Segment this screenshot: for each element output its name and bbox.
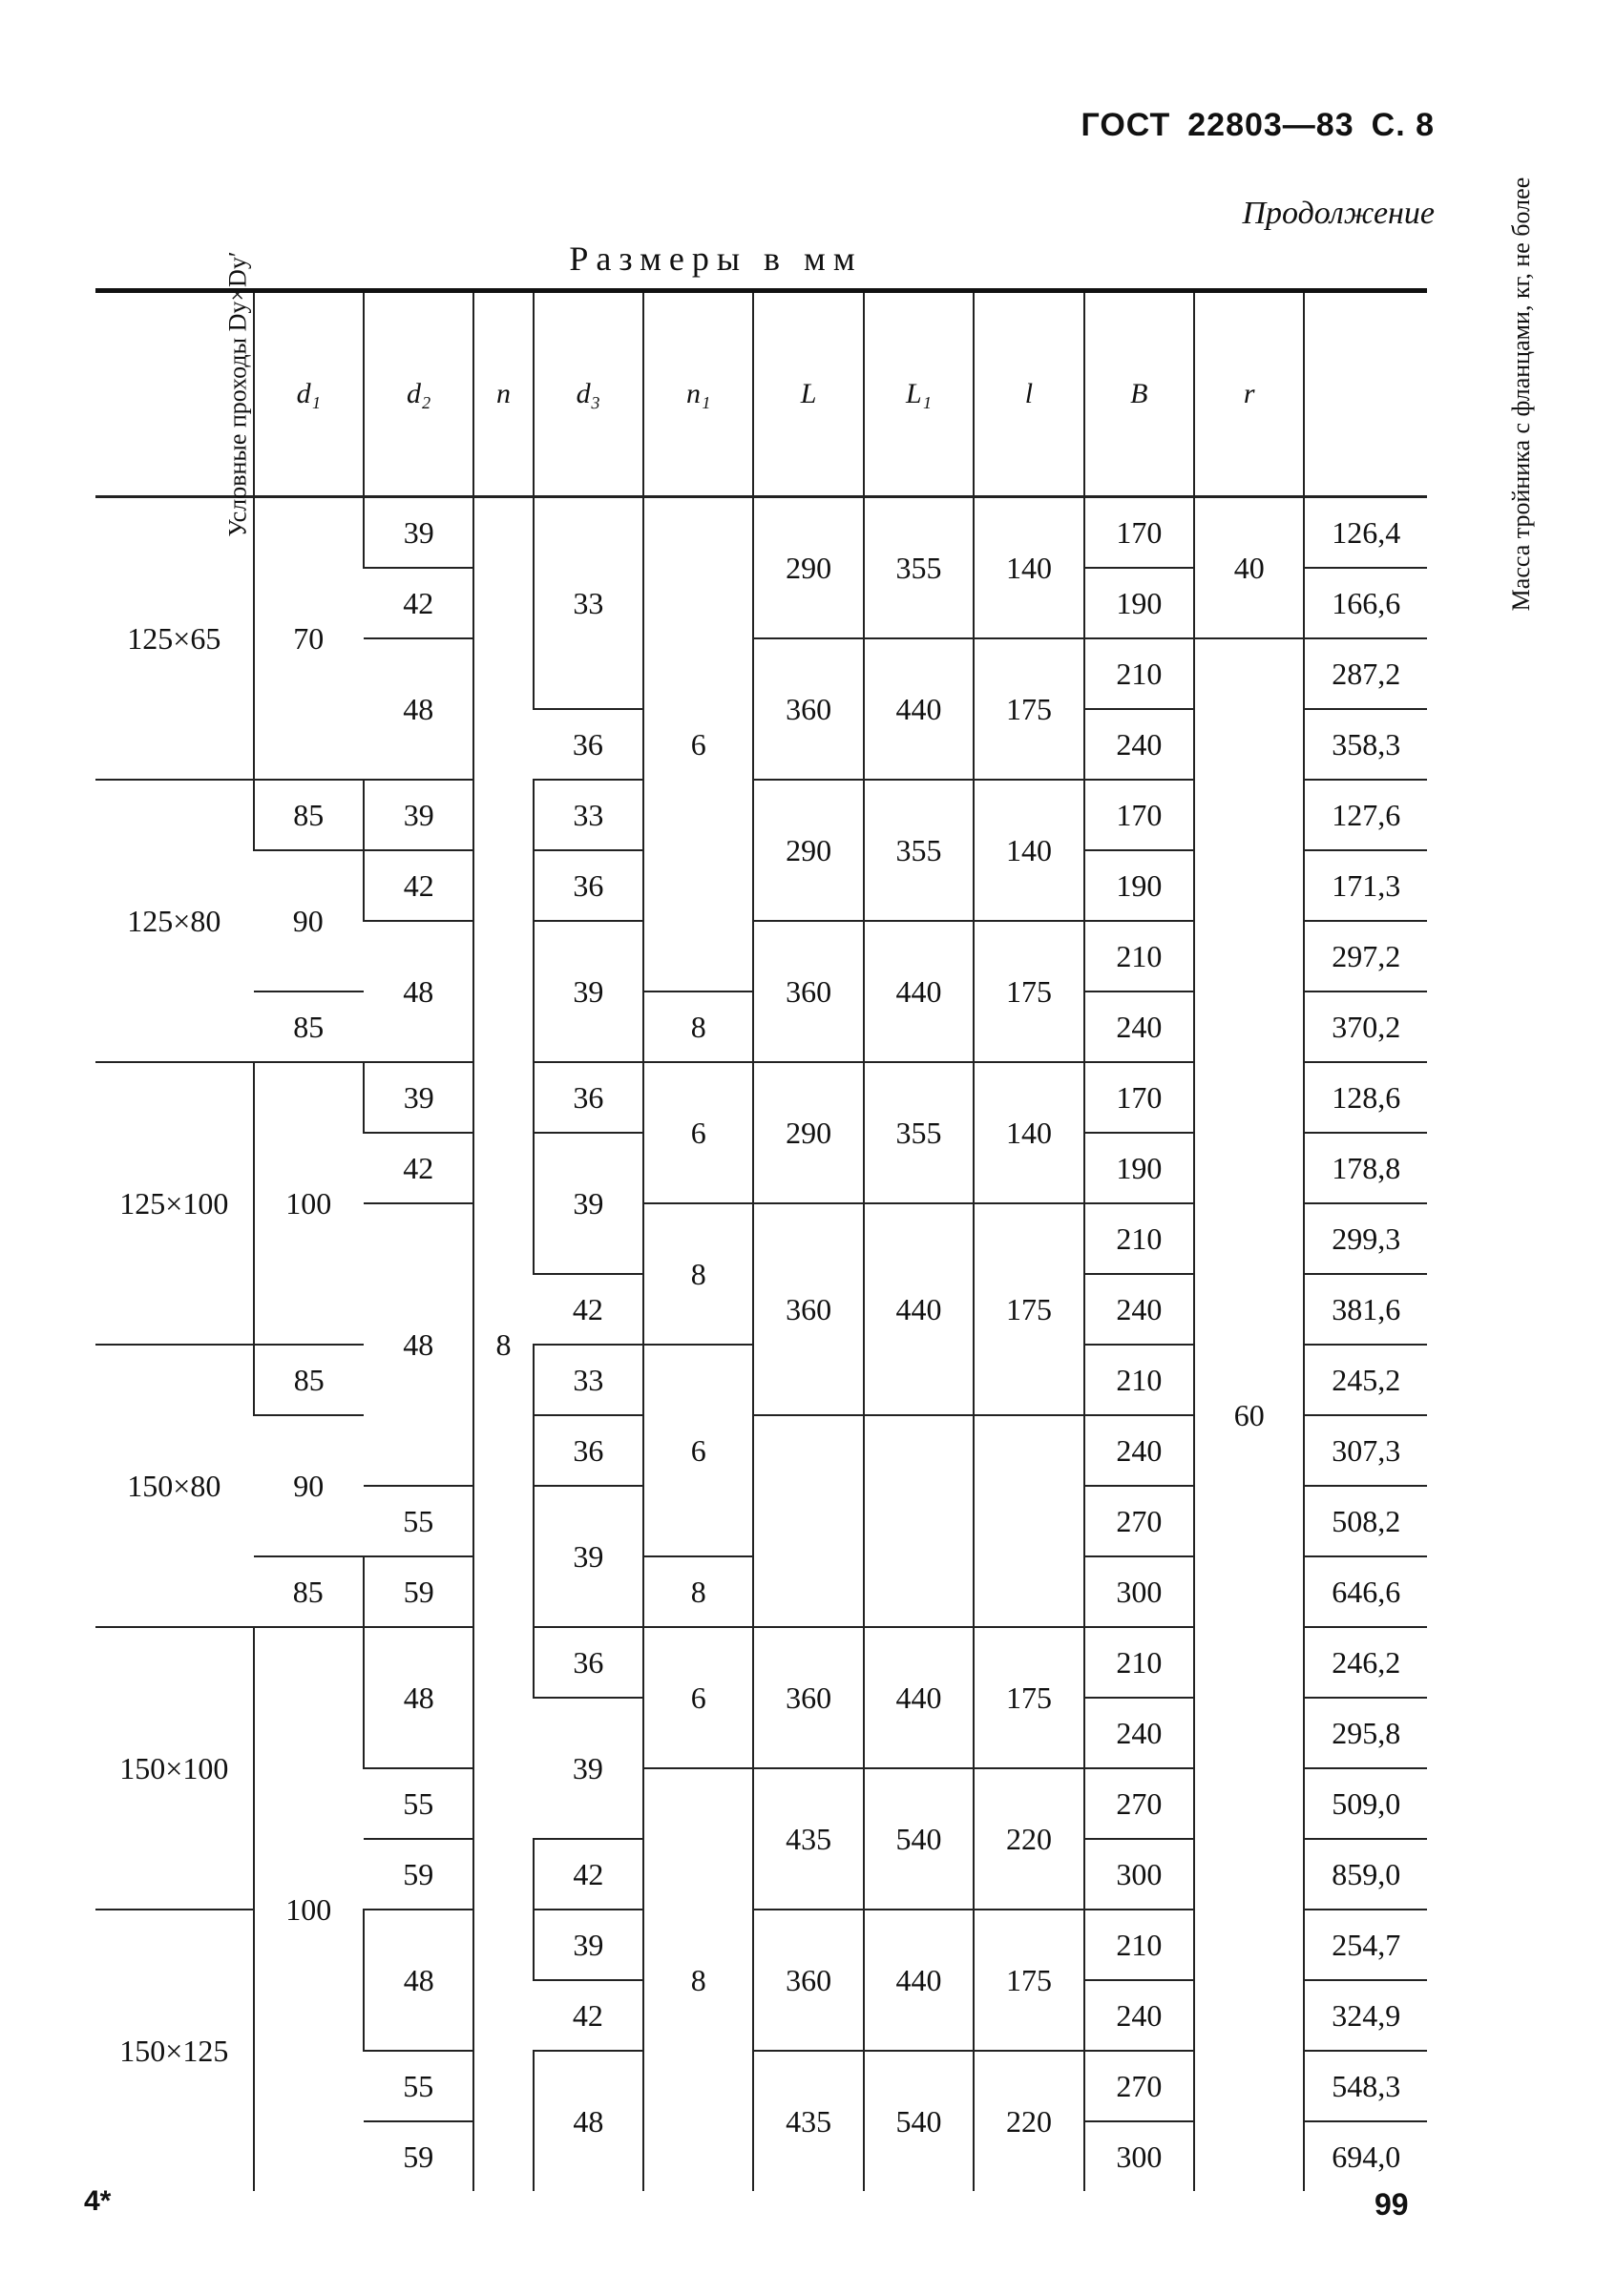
cell-b: 240 <box>1084 709 1194 780</box>
col-header-d3: d₃ <box>534 293 643 497</box>
col-header-B: B <box>1084 293 1194 497</box>
cell-l <box>753 1415 863 1627</box>
cell-d3: 48 <box>534 2051 643 2191</box>
cell-d1: 70 <box>254 497 364 781</box>
cell-d3: 39 <box>534 1698 643 1839</box>
cell-l: 140 <box>974 497 1083 639</box>
cell-mass: 171,3 <box>1304 850 1427 921</box>
cell-mass: 859,0 <box>1304 1839 1427 1910</box>
cell-d2: 48 <box>364 1910 473 2051</box>
cell-d3: 39 <box>534 1486 643 1627</box>
table-header-row <box>95 293 1427 497</box>
col-header-l: l <box>974 293 1083 497</box>
col-header-n1: n₁ <box>643 293 753 497</box>
cell-n1: 6 <box>643 1062 753 1203</box>
cell-r: 40 <box>1194 497 1304 639</box>
cell-l: 175 <box>974 1627 1083 1768</box>
cell-d2: 48 <box>364 1203 473 1486</box>
cell-d2: 59 <box>364 1839 473 1910</box>
cell-b: 270 <box>1084 2051 1194 2121</box>
cell-d3: 33 <box>534 780 643 850</box>
cell-mass: 358,3 <box>1304 709 1427 780</box>
cell-r: 60 <box>1194 638 1304 2191</box>
header-page: С. 8 <box>1371 107 1435 143</box>
cell-d1: 85 <box>254 1345 364 1415</box>
cell-d3: 42 <box>534 1274 643 1345</box>
cell-dy: 125×80 <box>95 780 254 1062</box>
cell-b: 170 <box>1084 780 1194 850</box>
cell-d3: 39 <box>534 1910 643 1980</box>
cell-d2: 48 <box>364 921 473 1062</box>
cell-l: 360 <box>753 1910 863 2051</box>
cell-mass: 297,2 <box>1304 921 1427 991</box>
cell-l1: 440 <box>864 1910 974 2051</box>
cell-mass: 381,6 <box>1304 1274 1427 1345</box>
cell-d1: 100 <box>254 1627 364 2191</box>
cell-d1: 90 <box>254 1415 364 1556</box>
cell-l1: 440 <box>864 1627 974 1768</box>
col-header-r: r <box>1194 293 1304 497</box>
cell-b: 210 <box>1084 921 1194 991</box>
cell-l1: 440 <box>864 921 974 1062</box>
cell-d2: 55 <box>364 1768 473 1839</box>
cell-d2: 59 <box>403 2139 434 2174</box>
cell-l <box>974 1415 1083 1627</box>
cell-mass: 126,4 <box>1304 497 1427 569</box>
cell-b: 300 <box>1084 2121 1194 2191</box>
cell-mass: 254,7 <box>1304 1910 1427 1980</box>
cell-b: 240 <box>1084 1274 1194 1345</box>
cell-dy: 125×65 <box>95 497 254 781</box>
cell-mass: 287,2 <box>1304 638 1427 709</box>
cell-l1 <box>864 1415 974 1627</box>
cell-mass: 299,3 <box>1304 1203 1427 1274</box>
cell-d2: 59 <box>364 1556 473 1627</box>
cell-d3: 36 <box>534 1062 643 1133</box>
cell-b: 190 <box>1084 850 1194 921</box>
cell-dy: 125×100 <box>95 1062 254 1345</box>
cell-b: 210 <box>1084 1627 1194 1698</box>
units-caption: Размеры в мм <box>569 240 863 278</box>
cell-mass: 508,2 <box>1304 1486 1427 1556</box>
cell-d2: 55 <box>364 2051 473 2121</box>
cell-dy: 150×80 <box>95 1345 254 1627</box>
cell-d2: 39 <box>364 497 473 569</box>
cell-l: 360 <box>753 1627 863 1768</box>
cell-n1: 8 <box>643 1203 753 1345</box>
col-header-n: n <box>473 293 533 497</box>
cell-d3: 36 <box>534 1415 643 1486</box>
cell-b: 240 <box>1084 991 1194 1062</box>
cell-d2: 42 <box>364 850 473 921</box>
cell-mass: 307,3 <box>1304 1415 1427 1486</box>
cell-l: 360 <box>753 638 863 780</box>
cell-l: 140 <box>974 1062 1083 1203</box>
cell-d2: 39 <box>364 780 473 850</box>
cell-b: 170 <box>1084 497 1194 569</box>
cell-l: 220 <box>974 1768 1083 1910</box>
cell-d3: 39 <box>534 1133 643 1274</box>
cell-l: 175 <box>974 1203 1083 1415</box>
cell-b: 170 <box>1084 1062 1194 1133</box>
footer-left: 4* <box>84 2185 112 2217</box>
cell-l1: 440 <box>864 1203 974 1415</box>
header-number: 22803—83 <box>1187 107 1354 143</box>
cell-b: 210 <box>1084 638 1194 709</box>
cell-d3: 33 <box>534 497 643 710</box>
cell-mass: 245,2 <box>1304 1345 1427 1415</box>
cell-l: 175 <box>974 921 1083 1062</box>
cell-d1: 90 <box>254 850 364 991</box>
cell-l: 290 <box>753 497 863 639</box>
cell-b: 210 <box>1084 1910 1194 1980</box>
cell-mass: 128,6 <box>1304 1062 1427 1133</box>
col-header-L: L <box>753 293 863 497</box>
cell-l: 220 <box>974 2051 1083 2191</box>
cell-n1: 8 <box>643 991 753 1062</box>
cell-d3: 39 <box>534 921 643 1062</box>
cell-d3: 36 <box>534 1627 643 1698</box>
continuation-label: Продолжение <box>1242 196 1435 231</box>
cell-d3: 36 <box>534 850 643 921</box>
cell-l1: 355 <box>864 780 974 921</box>
cell-l1: 440 <box>864 638 974 780</box>
cell-d1: 100 <box>254 1062 364 1345</box>
header-standard: ГОСТ <box>1081 107 1171 143</box>
cell-n1: 6 <box>643 1627 753 1768</box>
col-header-d2: d₂ <box>364 293 473 497</box>
col-header-dy: Условные проходы Dy×Dy′ <box>95 293 254 497</box>
cell-b: 210 <box>1084 1203 1194 1274</box>
cell-l1: 355 <box>864 497 974 639</box>
cell-b: 240 <box>1084 1698 1194 1768</box>
cell-d2: 48 <box>364 638 473 780</box>
cell-l: 140 <box>974 780 1083 921</box>
table-body <box>95 497 1427 2192</box>
cell-b: 300 <box>1084 1839 1194 1910</box>
cell-l: 360 <box>753 1203 863 1415</box>
cell-d3: 33 <box>534 1345 643 1415</box>
cell-n1: 6 <box>643 497 753 992</box>
cell-mass: 324,9 <box>1304 1980 1427 2051</box>
cell-mass: 370,2 <box>1304 991 1427 1062</box>
page-number: 99 <box>1375 2187 1409 2222</box>
cell-n1: 6 <box>643 1345 753 1556</box>
cell-d3: 42 <box>534 1839 643 1910</box>
cell-mass: 509,0 <box>1304 1768 1427 1839</box>
cell-mass: 178,8 <box>1304 1133 1427 1203</box>
cell-b: 270 <box>1084 1768 1194 1839</box>
cell-mass: 646,6 <box>1304 1556 1427 1627</box>
cell-d1: 85 <box>254 780 364 850</box>
cell-l1: 540 <box>864 2051 974 2191</box>
col-header-mass: Масса тройника с фланцами, кг, не более <box>1304 293 1427 497</box>
cell-dy: 150×100 <box>95 1627 254 1910</box>
cell-l1: 540 <box>864 1768 974 1910</box>
cell-d2: 39 <box>364 1062 473 1133</box>
cell-d2: 55 <box>364 1486 473 1556</box>
cell-b: 240 <box>1084 1980 1194 2051</box>
cell-b: 300 <box>1084 1556 1194 1627</box>
cell-mass: 548,3 <box>1304 2051 1427 2121</box>
cell-d3: 42 <box>534 1980 643 2051</box>
cell-mass: 246,2 <box>1304 1627 1427 1698</box>
cell-l: 435 <box>753 2051 863 2191</box>
cell-b: 210 <box>1084 1345 1194 1415</box>
cell-n1: 8 <box>643 1556 753 1627</box>
cell-dy: 150×125 <box>119 2033 229 2068</box>
cell-d1: 85 <box>254 1556 364 1627</box>
cell-l: 175 <box>974 1910 1083 2051</box>
cell-mass: 166,6 <box>1304 568 1427 638</box>
cell-d2: 42 <box>364 1133 473 1203</box>
cell-d3: 36 <box>534 709 643 780</box>
cell-b: 190 <box>1084 568 1194 638</box>
cell-l: 290 <box>753 1062 863 1203</box>
cell-l1: 355 <box>864 1062 974 1203</box>
cell-mass: 127,6 <box>1304 780 1427 850</box>
cell-d2: 42 <box>364 568 473 638</box>
cell-b: 190 <box>1084 1133 1194 1203</box>
cell-mass: 694,0 <box>1304 2121 1427 2191</box>
table-row <box>95 497 1427 569</box>
cell-l: 360 <box>753 921 863 1062</box>
col-header-d1: d₁ <box>254 293 364 497</box>
cell-l: 435 <box>753 1768 863 1910</box>
cell-b: 240 <box>1084 1415 1194 1486</box>
cell-n1: 8 <box>643 1768 753 2191</box>
cell-l: 290 <box>753 780 863 921</box>
cell-d2: 48 <box>364 1627 473 1768</box>
cell-l: 175 <box>974 638 1083 780</box>
cell-n: 8 <box>473 497 533 2192</box>
cell-mass: 295,8 <box>1304 1698 1427 1768</box>
col-header-L1: L₁ <box>864 293 974 497</box>
cell-b: 270 <box>1084 1486 1194 1556</box>
page-header <box>1064 107 1435 144</box>
cell-d1: 85 <box>254 991 364 1062</box>
